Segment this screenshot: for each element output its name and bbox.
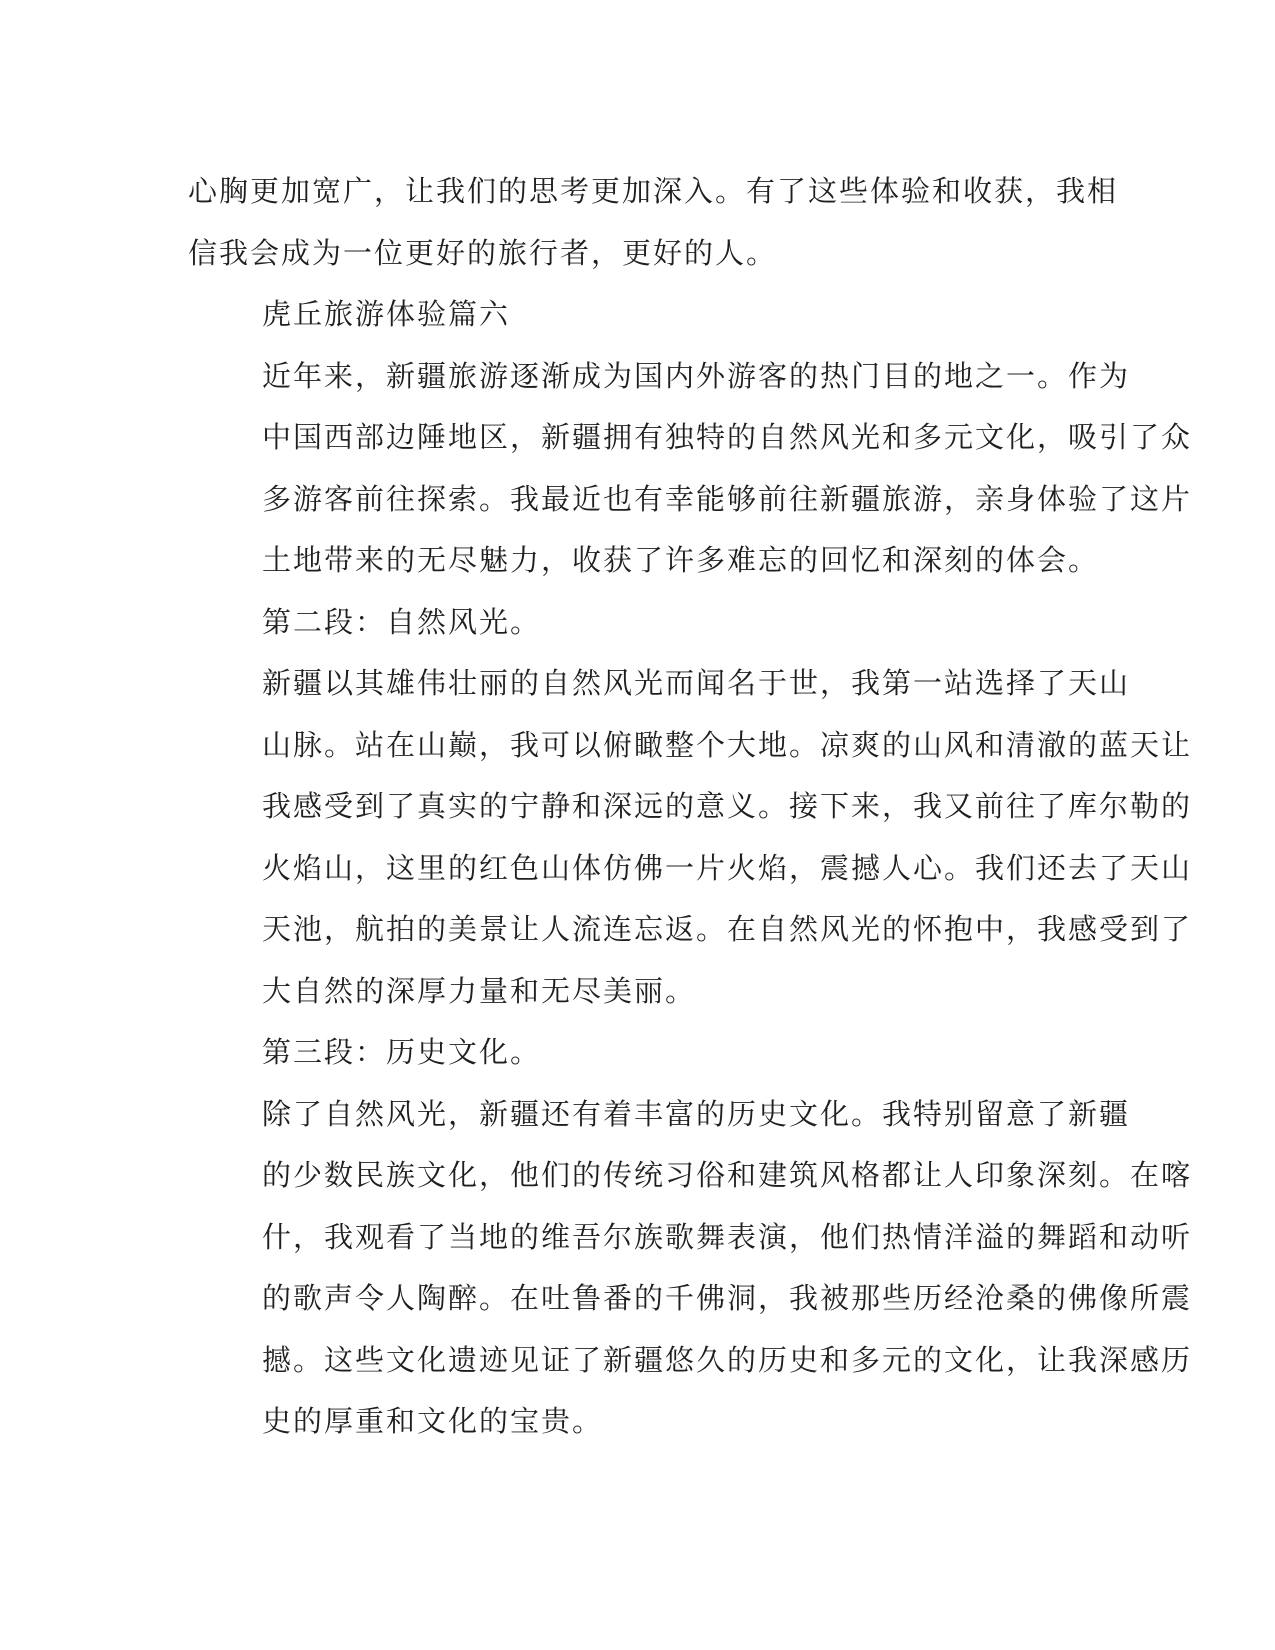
paragraph-history: [188, 1084, 1193, 1453]
paragraph-nature: [188, 653, 1193, 1022]
section-heading: [188, 284, 1078, 346]
heading-text: 第三段：历史文化。: [262, 1035, 542, 1069]
text-line: 的少数民族文化，他们的传统习俗和建筑风格都让人印象深刻。在喀: [262, 1158, 1193, 1192]
text-line: 新疆以其雄伟壮丽的自然风光而闻名于世，我第一站选择了天山: [262, 666, 1131, 700]
text-line: 山脉。站在山巅，我可以俯瞰整个大地。凉爽的山风和清澈的蓝天让: [262, 727, 1193, 762]
heading-text: 第二段：自然风光。: [262, 604, 542, 639]
text-line: 火焰山，这里的红色山体仿佛一片火焰，震撼人心。我们还去了天山: [262, 850, 1193, 885]
text-line: 的歌声令人陶醉。在吐鲁番的千佛洞，我被那些历经沧桑的佛像所震: [262, 1281, 1193, 1315]
text-line: 大自然的深厚力量和无尽美丽。: [262, 973, 697, 1008]
document-body: [188, 161, 1193, 1453]
text-line: 土地带来的无尽魅力，收获了许多难忘的回忆和深刻的体会。: [262, 543, 1100, 577]
text-line: 中国西部边陲地区，新疆拥有独特的自然风光和多元文化，吸引了众: [262, 420, 1193, 454]
text-line: 近年来，新疆旅游逐渐成为国内外游客的热门目的地之一。作为: [262, 358, 1131, 393]
text-line: 什，我观看了当地的维吾尔族歌舞表演，他们热情洋溢的舞蹈和动听: [262, 1219, 1193, 1254]
text-line: 撼。这些文化遗迹见证了新疆悠久的历史和多元的文化，让我深感历: [262, 1342, 1193, 1377]
heading-text: 虎丘旅游体验篇六: [262, 297, 511, 331]
text-line: 我感受到了真实的宁静和深远的意义。接下来，我又前往了库尔勒的: [262, 789, 1193, 823]
text-line: 天池，航拍的美景让人流连忘返。在自然风光的怀抱中，我感受到了: [262, 912, 1193, 946]
text-line: 心胸更加宽广，让我们的思考更加深入。有了这些体验和收获，我相: [188, 174, 1119, 208]
text-line: 除了自然风光，新疆还有着丰富的历史文化。我特别留意了新疆: [262, 1096, 1131, 1131]
section-heading: [188, 592, 1078, 654]
text-line: 多游客前往探索。我最近也有幸能够前往新疆旅游，亲身体验了这片: [262, 481, 1193, 516]
text-line: 史的厚重和文化的宝贵。: [262, 1404, 604, 1438]
text-line: 信我会成为一位更好的旅行者，更好的人。: [188, 235, 778, 270]
section-heading: [188, 1022, 1078, 1084]
paragraph-intro: [188, 346, 1193, 592]
paragraph-continued: [188, 161, 1119, 284]
